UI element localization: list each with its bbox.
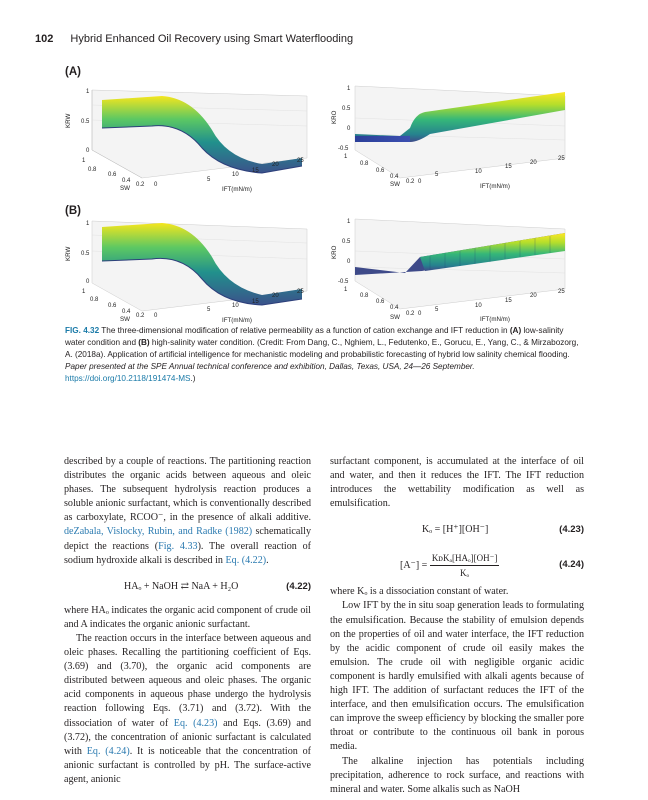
sw-tick: 0.4 [122,309,131,315]
paragraph: where Kₒ is a dissociation constant of water. [330,586,509,598]
paragraph: The alkaline injection has potentials including precipitation, adherence to rock surface, and reactions with mineral and water. Some alkalis such as NaOH [330,755,584,795]
citation-link[interactable]: deZabala, Vislocky, Rubin, and Radke (1982) [64,526,253,538]
ift-tick: 5 [207,177,211,183]
equation-denominator: Kₒ [460,568,470,579]
caption-panel-b: (B) [138,338,150,347]
z-tick: -0.5 [338,146,349,152]
kro-axis-label: KRO [331,110,338,124]
equation-number: (4.23) [559,524,584,536]
ift-tick: 10 [232,303,239,309]
ift-tick: 25 [558,289,565,295]
sw-tick: 0.4 [390,174,399,180]
z-tick: 1 [347,219,351,225]
ift-tick: 10 [475,303,482,309]
ift-axis-label: IFT(mN/m) [222,317,252,324]
figure-caption [65,325,585,385]
equation-body: Kₒ = [H⁺][OH⁻] [422,524,489,536]
ift-tick: 0 [154,182,158,188]
ift-tick: 25 [558,156,565,162]
equation-lhs: [A⁻] = [400,560,428,572]
sw-tick: 0.2 [406,179,415,185]
sw-tick: 1 [82,158,86,164]
krw-axis-label: KRW [65,246,72,261]
caption-text: .) [190,374,196,383]
page-header [35,33,615,49]
ift-tick: 20 [272,162,279,168]
ift-tick: 20 [272,293,279,299]
z-tick: 0.5 [342,239,351,245]
ift-tick: 5 [207,307,211,313]
ift-tick: 25 [297,158,304,164]
ift-axis-label: IFT(mN/m) [480,316,510,323]
krw-plot-b [62,215,327,325]
ift-tick: 15 [505,164,512,170]
z-tick: 1 [347,86,351,92]
equation-link[interactable]: Eq. (4.23) [173,717,218,729]
ift-tick: 15 [505,298,512,304]
kro-axis-label: KRO [331,245,338,259]
z-tick: 0.5 [81,119,90,125]
ift-tick: 15 [252,299,259,305]
ift-tick: 10 [232,172,239,178]
page-number: 102 [35,33,54,45]
sw-axis-label: SW [390,314,400,321]
sw-tick: 0.6 [376,168,385,174]
z-tick: 1 [86,89,90,95]
sw-tick: 0.8 [360,293,369,299]
z-tick: -0.5 [338,279,349,285]
sw-axis-label: SW [120,185,130,192]
z-tick: 0 [86,279,90,285]
ift-axis-label: IFT(mN/m) [480,183,510,190]
sw-tick: 0.8 [360,161,369,167]
z-tick: 0 [347,126,351,132]
krw-plot-a [62,78,327,198]
ift-tick: 20 [530,293,537,299]
equation-4-24 [330,549,584,579]
right-column [330,455,584,797]
paragraph: surfactant component, is accumulated at the interface of oil and water, and then it reduces the IFT. The IFT reduction introduces the wettability modification as well as emulsification. [330,456,584,510]
figure-number: FIG. 4.32 [65,326,100,335]
equation-body: HAₒ + NaOH ⇄ NaA + H₂O [124,580,239,592]
paragraph: The reaction occurs in the interface between aqueous and oleic phases. Recalling the partitioning coefficient of Eqs. (3.69) and (3.70), the organic acid components are distributed between aqueous and oleic phases. The organic acid components in aqueous phase undergo the hydrolysis reaction following Eqs. (3.71) and (3.72). With the dissociation of water of Eq. (4.23) and Eqs. (3.69) and (3.72), the concentration of anionic surfactant is calculated with Eq. (4.24). It is noticeable that the concentration of anionic surfactant is controlled by pH. The surface-active agent, anionic [64,632,311,785]
caption-italic: Paper presented at the SPE Annual technical conference and exhibition, Dallas, Texas, USA, 24—26 September. [65,362,475,371]
ift-tick: 20 [530,160,537,166]
krw-axis-label: KRW [65,113,72,128]
ift-tick: 5 [435,172,439,178]
sw-axis-label: SW [120,316,130,323]
sw-tick: 0.6 [108,303,117,309]
z-tick: 0.5 [342,106,351,112]
equation-number: (4.24) [559,559,584,571]
sw-tick: 0.2 [136,182,145,188]
sw-tick: 1 [82,289,86,295]
paragraph: where HAₒ indicates the organic acid component of crude oil and A indicates the organic anionic surfactant. [64,604,311,630]
paragraph: described by a couple of reactions. The partitioning reaction distributes the organic acids between aqueous and oleic phases. The subsequent hydrolysis reaction produces a soluble anionic surfactant, which is conventionally described as carboxylate, RCOO⁻, in the presence of alkali additive. deZabala, Vislocky, Rubin, and Radke (1982) schematically depict the reactions (Fig. 4.33). The overall reaction of sodium hydroxide alkali is described in Eq. (4.22). [64,456,311,566]
panel-label-a: (A) [65,66,81,78]
sw-tick: 0.4 [390,305,399,311]
left-column [64,455,311,787]
doi-link[interactable]: https://doi.org/10.2118/191474-MS [65,374,191,383]
ift-tick: 25 [297,289,304,295]
sw-tick: 1 [344,154,348,160]
ift-tick: 5 [435,307,439,313]
z-tick: 1 [86,221,90,227]
sw-tick: 0 [418,311,422,317]
equation-number: (4.22) [286,580,311,592]
sw-tick: 0 [418,179,422,185]
caption-text: low-salinity water condition and [65,326,564,347]
ift-tick: 10 [475,169,482,175]
kro-plot-a [330,78,585,198]
paragraph: Low IFT by the in situ soap generation leads to formulating the emulsification. Because the stability of emulsion depends on the properties of oil and water interface, the IFT reduction by the acidic component of crude oil easily makes the emulsion. The crude oil with negligible organic acidic component is hardly emulsified with alkali agents because of high IFT. The addition of surfactant reduces the IFT of the interface, and then emulsification occurs. The emulsification can improve the sweep efficiency by blocking the smaller pore throat or contribute to the continuous oil bank in porous media. [330,600,584,753]
equation-numerator: KᴅKₐ[HAₒ][OH⁻] [430,551,500,566]
sw-tick: 0.2 [406,311,415,317]
sw-tick: 0.6 [376,299,385,305]
sw-tick: 0.8 [90,297,99,303]
sw-tick: 0.8 [88,167,97,173]
equation-link[interactable]: Eq. (4.22) [225,554,267,566]
ift-tick: 15 [252,168,259,174]
sw-tick: 1 [344,287,348,293]
z-tick: 0 [86,148,90,154]
z-tick: 0 [347,259,351,265]
caption-text: high-salinity water condition. (Credit: From Dang, C., Nghiem, L., Fedutenko, E., Gorucu, E., Yang, C., & Mirzabozorg, A. (2018a). Application of artificial intelligence for mechanistic modeling and probabilistic forecasting of hybrid low salinity chemical flooding. [65,338,579,359]
sw-tick: 0.4 [122,178,131,184]
panel-label-b: (B) [65,205,81,217]
caption-panel-a: (A) [509,326,522,335]
ift-axis-label: IFT(mN/m) [222,186,252,193]
caption-text: The three-dimensional modification of relative permeability as a function of cation exchange and IFT reduction in [99,326,510,335]
equation-link[interactable]: Eq. (4.24) [86,745,130,757]
running-title: Hybrid Enhanced Oil Recovery using Smart Waterflooding [70,33,354,45]
equation-4-22 [64,576,311,598]
z-tick: 0.5 [81,251,90,257]
kro-plot-b [330,215,585,325]
figure-link[interactable]: Fig. 4.33 [158,540,198,552]
sw-tick: 0.6 [108,172,117,178]
sw-tick: 0.2 [136,313,145,319]
equation-4-23 [330,519,584,541]
ift-tick: 0 [154,313,158,319]
sw-axis-label: SW [390,181,400,188]
